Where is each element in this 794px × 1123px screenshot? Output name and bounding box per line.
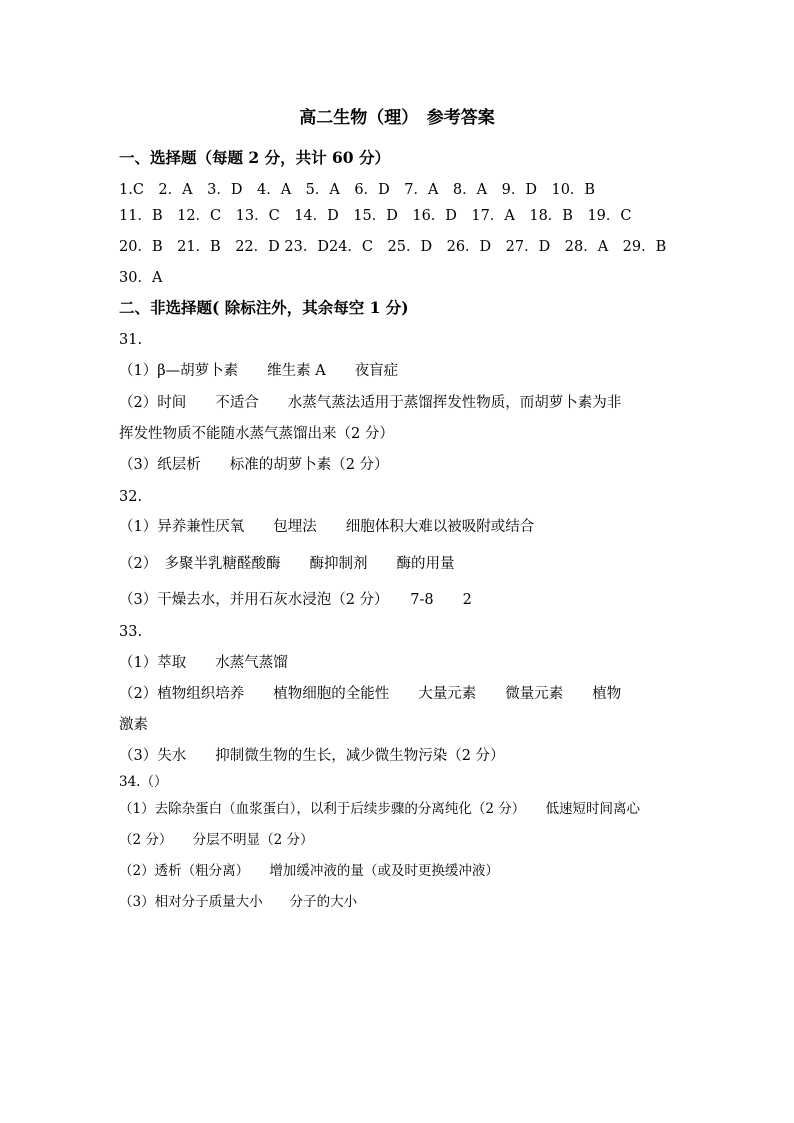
- section2-heading: 二、非选择题( 除标注外，其余每空 1 分): [119, 298, 409, 317]
- q31-answer-2-line-1: （2）时间 不适合 水蒸气蒸法适用于蒸馏挥发性物质，而胡萝卜素为非: [119, 395, 622, 411]
- q32-answer-3: （3）干燥去水，并用石灰水浸泡（2 分） 7-8 2: [119, 592, 472, 608]
- page-title: 高二生物（理） 参考答案: [299, 108, 495, 128]
- q32-answer-2: （2） 多聚半乳糖醛酸酶 酶抑制剂 酶的用量: [119, 556, 455, 572]
- q33-answer-1: （1）萃取 水蒸气蒸馏: [119, 655, 288, 671]
- mc-answers-row-3: 20．B 21．B 22．D 23．D24．C 25．D 26．D 27．D 28．A 29．B: [119, 239, 667, 255]
- q32-number: 32.: [119, 489, 143, 505]
- q31-answer-1: （1）β—胡萝卜素 维生素 A 夜盲症: [119, 363, 399, 379]
- q34-answer-3: （3）相对分子质量大小 分子的大小: [119, 894, 358, 910]
- q34-number: 34.（）: [119, 774, 168, 790]
- mc-answers-row-4: 30．A: [119, 270, 163, 286]
- mc-answers-row-2: 11．B 12．C 13．C 14．D 15．D 16．D 17．A 18．B 19．C: [119, 208, 632, 224]
- q33-answer-2-line-2: 激素: [119, 717, 148, 733]
- q34-answer-1-line-2: （2 分） 分层不明显（2 分）: [119, 832, 314, 848]
- mc-answers-row-1: 1.C 2．A 3．D 4．A 5．A 6．D 7．A 8．A 9．D 10．B: [119, 182, 596, 198]
- q31-answer-2-line-2: 挥发性物质不能随水蒸气蒸馏出来（2 分）: [119, 426, 394, 442]
- q34-answer-1-line-1: （1）去除杂蛋白（血浆蛋白），以利于后续步骤的分离纯化（2 分） 低速短时间离心: [119, 801, 640, 817]
- q33-number: 33.: [119, 624, 143, 640]
- q32-answer-1: （1）异养兼性厌氧 包埋法 细胞体积大难以被吸附或结合: [119, 519, 535, 535]
- q33-answer-3: （3）失水 抑制微生物的生长，减少微生物污染（2 分）: [119, 748, 505, 764]
- section1-heading: 一、选择题（每题 2 分，共计 60 分）: [119, 148, 390, 167]
- q31-answer-3: （3）纸层析 标准的胡萝卜素（2 分）: [119, 457, 389, 473]
- q31-number: 31.: [119, 332, 143, 348]
- q34-answer-2: （2）透析（粗分离） 增加缓冲液的量（或及时更换缓冲液）: [119, 863, 499, 879]
- q33-answer-2-line-1: （2）植物组织培养 植物细胞的全能性 大量元素 微量元素 植物: [119, 686, 622, 702]
